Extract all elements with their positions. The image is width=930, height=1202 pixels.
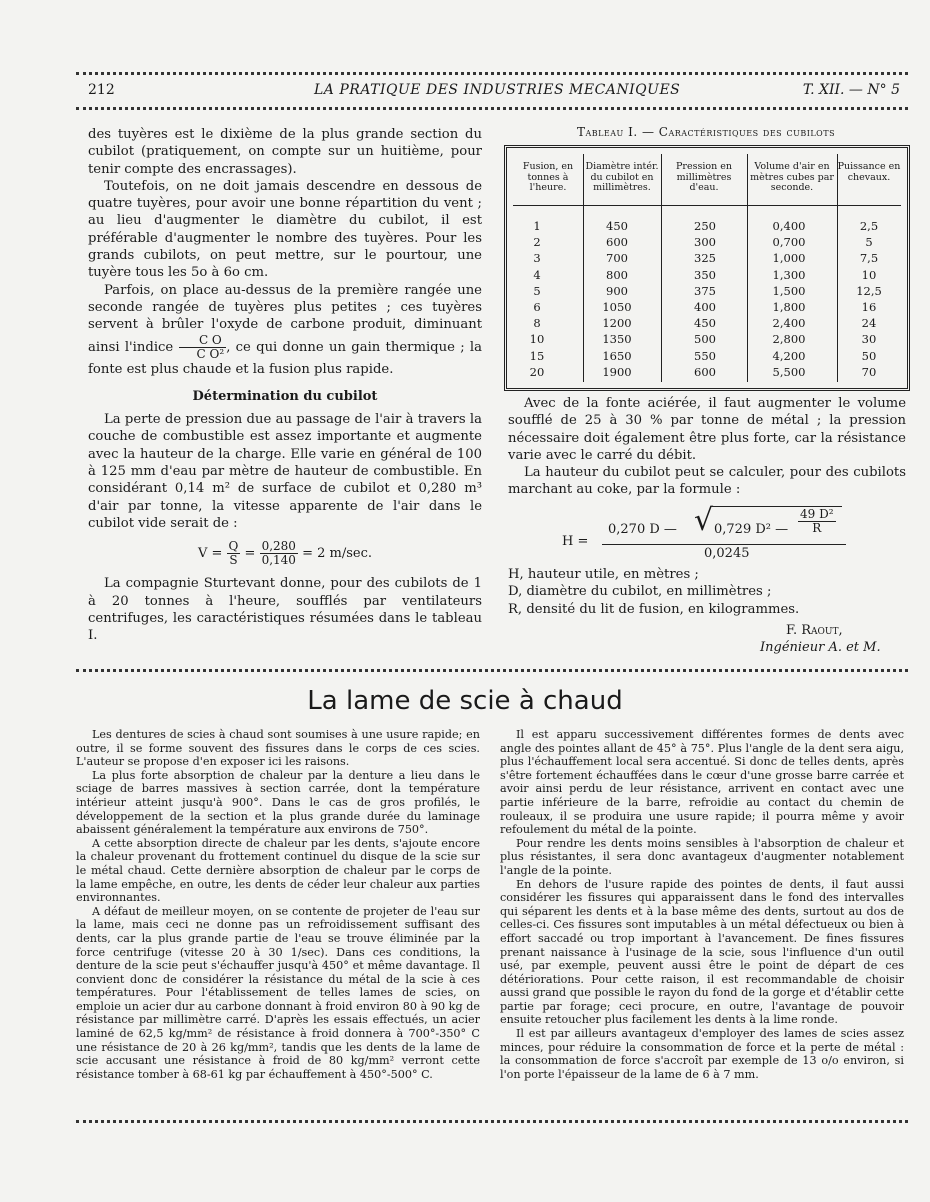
legend-line: D, diamètre du cubilot, en millimètres ; (508, 584, 772, 600)
table-cell: 4,200 (772, 348, 806, 363)
table-cell: 20 (529, 364, 545, 379)
volume-number: T. XII. — N° 5 (802, 82, 900, 98)
article-left-column (76, 728, 480, 1081)
table-cell: 16 (861, 300, 877, 314)
table-cell: 250 (694, 219, 716, 233)
cupola-table (504, 145, 910, 391)
right-column (508, 395, 906, 499)
paragraph-text: Parfois, on place au-dessus de la première rangée une seconde rangée de tuyères plus petites ; ces tuyères servent à brûler l'oxyde de carbone produit, diminuant ainsi l'indice (88, 282, 482, 355)
table-cell: 10 (529, 332, 545, 347)
paragraph: Toutefois, on ne doit jamais descendre en dessous de quatre tuyères, pour avoir une bonne répartition du vent ; au lieu d'augmenter le diamètre du cubilot, il est préférable d'augmenter le nombre des tuyères. Pour les grands cubilots, on peut mettre, sur le pourtour, une tuyère tous les 5o à 6o cm. (88, 178, 482, 281)
paragraph: La plus forte absorption de chaleur par la denture a lieu dans le sciage de barres massives à section carrée, dont la température intérieur atteint jusqu'à 900°. Dans le cas de gros profilés, le développement de la section et la plus grande durée du laminage abaissent généralement la température aux environs de 750°. (76, 768, 480, 837)
fraction-numerator: C O (179, 334, 227, 348)
equation-fraction (260, 540, 298, 567)
paragraph: Pour rendre les dents moins sensibles à l'absorption de chaleur et plus résistantes, il sera donc avantageux d'augmenter notablement l'angle de la pointe. (500, 836, 904, 877)
table-cell: 6 (533, 300, 541, 314)
formula-term: 0,270 D — (608, 522, 677, 537)
fraction-numerator: 0,280 (261, 539, 296, 554)
fraction-denominator: 0,140 (261, 553, 296, 568)
paragraph: A cette absorption directe de chaleur par les dents, s'ajoute encore la chaleur provenant du frottement continuel du disque de la scie sur le métal chaud. Cette dernière absorption de chaleur par le corps de la lame empêche, en outre, les dents de céder leur chaleur aux parties environnantes. (76, 836, 480, 905)
table-cell: 70 (861, 364, 877, 379)
paragraph: La compagnie Sturtevant donne, pour des cubilots de 1 à 20 tonnes à l'heure, soufflés par ventilateurs centrifuges, les caractéristiques résumées dans le tableau I. (88, 576, 482, 644)
table-cell: 5 (865, 235, 873, 250)
formula-lhs: H = (562, 534, 589, 549)
table-cell: 1,800 (772, 300, 806, 314)
paragraph: Les dentures de scies à chaud sont soumises à une usure rapide; en outre, il se forme souvent des fissures dans le corps de ces scies. L'auteur se propose d'en exposer ici les raisons. (76, 728, 480, 769)
table-header-cell: Pression en millimètres d'eau. (676, 161, 732, 193)
table-cell: 1350 (602, 332, 632, 347)
velocity-equation (88, 540, 482, 567)
fraction-numerator: Q (228, 539, 239, 554)
table-cell: 8 (533, 316, 541, 331)
paragraph: A défaut de meilleur moyen, on se contente de projeter de l'eau sur la lame, mais ceci ne donne pas un refroidissement suffisant des dents, car la plus grande partie de l'eau se trouve éliminée par la force centrifuge (vitesse 20 à 30 1/sec). Dans ces conditions, la denture de la scie peut s'échauffer jusqu'à 450° et même davantage. Il convient donc de considérer la résistance du métal de la scie à ces températures. Pour l'établissement de telles lames de scies, on emploie un acier dur au carbone donnant à froid environ 80 à 90 kg de résistance par millimètre carré. D'après les essais effectués, un acier laminé de 62,5 kg/mm² de résistance à froid donnera à 700°-350° C une résistance de 20 à 26 kg/mm², tandis que les dents de la lame de scie accusant une résistance à froid de 80 kg/mm² verront cette résistance tomber à 68-61 kg par échauffement à 450°-500° C. (76, 904, 480, 1081)
table-cell: 1,500 (772, 283, 806, 298)
equation-part: = (244, 546, 256, 562)
table-cell: 5,500 (772, 364, 806, 379)
bottom-rule (76, 1120, 908, 1123)
equation-fraction (227, 540, 241, 567)
table-cell: 1050 (602, 300, 632, 314)
table-cell: 900 (606, 283, 628, 298)
paragraph-text: , ce qui donne un gain thermique ; la fonte est plus chaude et la fusion plus rapide. (88, 339, 482, 377)
equation-part: = 2 m/sec. (302, 546, 372, 562)
author-name: F. Raout, (786, 623, 843, 638)
table-cell: 0,700 (772, 235, 806, 250)
paragraph: Avec de la fonte aciérée, il faut augmenter le volume soufflé de 25 à 30 % par tonne de métal ; la pression nécessaire doit également être plus forte, car la résistance varie avec le carré du débit. (508, 396, 906, 463)
formula-denominator: 0,0245 (704, 546, 750, 561)
table-cell: 400 (694, 300, 716, 314)
table-cell: 1,000 (772, 251, 806, 266)
paragraph: La perte de pression due au passage de l'air à travers la couche de combustible est assez importante et augmente avec la hauteur de la charge. Elle varie en général de 100 à 125 mm d'eau par mètre de hauteur de combustible. En considérant 0,14 m² de surface de cubilot et 0,280 m³ d'air par tonne, la vitesse apparente de l'air dans le cubilot vide serait de : (88, 412, 482, 531)
table-cell: 5 (533, 283, 541, 298)
table-header-rule (513, 205, 901, 206)
table-cell: 1900 (602, 364, 632, 379)
article-title: La lame de scie à chaud (307, 686, 623, 716)
paragraph: Il est par ailleurs avantageux d'employer des lames de scies assez minces, pour réduire la consommation de force et la perte de métal : la consommation de force s'accroît par exemple de 13 o/o environ, si l'on porte l'épaisseur de la lame de 6 à 7 mm. (500, 1027, 904, 1081)
table-cell: 30 (861, 332, 877, 347)
running-header (88, 82, 900, 102)
fraction-numerator: 49 D² (800, 507, 834, 521)
table-cell: 2,400 (772, 316, 806, 331)
top-rule (76, 72, 908, 75)
equation-part: V = (197, 546, 223, 562)
journal-title: LA PRATIQUE DES INDUSTRIES MECANIQUES (314, 82, 681, 98)
table-cell: 4 (533, 267, 541, 282)
table-cell: 325 (694, 251, 716, 266)
table-cell: 0,400 (772, 219, 806, 233)
table-cell: 500 (694, 332, 716, 347)
legend-line: R, densité du lit de fusion, en kilogrammes. (508, 601, 800, 617)
table-cell: 24 (861, 316, 877, 331)
fraction-denominator: S (229, 553, 238, 568)
paragraph: En dehors de l'usure rapide des pointes de dents, il faut aussi considérer les fissures qui apparaissent dans le fond des intervalles qui séparent les dents et à la base même des dents, surtout au dos de celles-ci. Ces fissures sont imputables à un métal défectueux ou bien à effort saccadé ou trop important à l'avancement. De fines fissures prenant naissance à l'usinage de la scie, sous l'influence d'un outil usé, par exemple, peuvent aussi être le point de départ de ces détériorations. Pour cette raison, il est recommandable de choisir aussi grand que possible le rayon du fond de la gorge et d'établir cette partie par forage; ceci procure, en outre, l'avantage de pouvoir ensuite retoucher plus facilement les dents à la lime ronde. (500, 877, 904, 1027)
table-cell: 7,5 (859, 251, 879, 266)
table-cell: 2,800 (772, 332, 806, 347)
table-cell: 1 (533, 219, 541, 233)
header-rule (76, 107, 908, 110)
table-cell: 550 (694, 348, 716, 363)
table-cell: 450 (694, 316, 716, 331)
legend-line: H, hauteur utile, en mètres ; (508, 567, 699, 582)
height-formula (558, 500, 858, 560)
fraction-denominator: R (812, 521, 822, 535)
table-cell: 1200 (602, 316, 632, 331)
table-cell: 3 (533, 251, 541, 266)
table-caption: Tableau I. — Caractéristiques des cubilots (576, 125, 836, 139)
left-column (88, 126, 482, 644)
table-header-cell: Volume d'air en mètres cubes par seconde. (750, 161, 834, 193)
table-header-cell: Diamètre intér. du cubilot en millimètres. (585, 161, 659, 193)
table-cell: 375 (694, 283, 716, 298)
table-header-cell: Puissance en chevaux. (837, 161, 901, 183)
section-subtitle: Détermination du cubilot (192, 388, 378, 404)
table-cell: 1,300 (772, 267, 806, 282)
section-rule (76, 669, 908, 672)
fraction-denominator: C O² (196, 346, 225, 361)
formula-term: 0,729 D² — (714, 522, 789, 537)
main-fraction-bar (602, 544, 846, 545)
table-cell: 10 (861, 267, 877, 282)
co-ratio-fraction (179, 334, 227, 361)
article-right-column (500, 728, 904, 1081)
table-cell: 1650 (602, 348, 632, 363)
paragraph: des tuyères est le dixième de la plus grande section du cubilot (pratiquement, on compte sur un huitième, pour tenir compte des encrassages). (88, 127, 482, 177)
radical-sign: √ (694, 503, 714, 538)
table-cell: 600 (694, 364, 716, 379)
paragraph: La hauteur du cubilot peut se calculer, pour des cubilots marchant au coke, par la formule : (508, 465, 906, 498)
table-cell: 800 (606, 267, 628, 282)
table-cell: 300 (694, 235, 716, 250)
table-cell: 12,5 (856, 283, 882, 298)
table-cell: 700 (606, 251, 628, 266)
formula-legend (508, 566, 906, 618)
table-cell: 50 (861, 348, 877, 363)
page-number: 212 (88, 82, 115, 98)
paragraph (88, 282, 482, 378)
table-cell: 2 (533, 235, 541, 250)
table-cell: 600 (606, 235, 628, 250)
paragraph: Il est apparu successivement différentes formes de dents avec angle des pointes allant de 45° à 75°. Plus l'angle de la dent sera aigu, plus l'échauffement local sera accentué. Si donc de telles dents, après s'être fortement échauffées dans le cœur d'une grosse barre carrée et avoir ainsi perdu de leur résistance, arrivent en contact avec une partie inférieure de la barre, refroidie au contact du chemin de rouleaux, il se produira une usure rapide; il pourra même y avoir refoulement du métal de la pointe. (500, 728, 904, 837)
table-cell: 2,5 (859, 219, 879, 233)
table-header-cell: Fusion, en tonnes à l'heure. (522, 161, 574, 193)
table-cell: 350 (694, 267, 716, 282)
table-cell: 15 (529, 348, 545, 363)
table-cell: 450 (606, 219, 628, 233)
author-title: Ingénieur A. et M. (760, 640, 881, 655)
inner-fraction (798, 508, 836, 535)
